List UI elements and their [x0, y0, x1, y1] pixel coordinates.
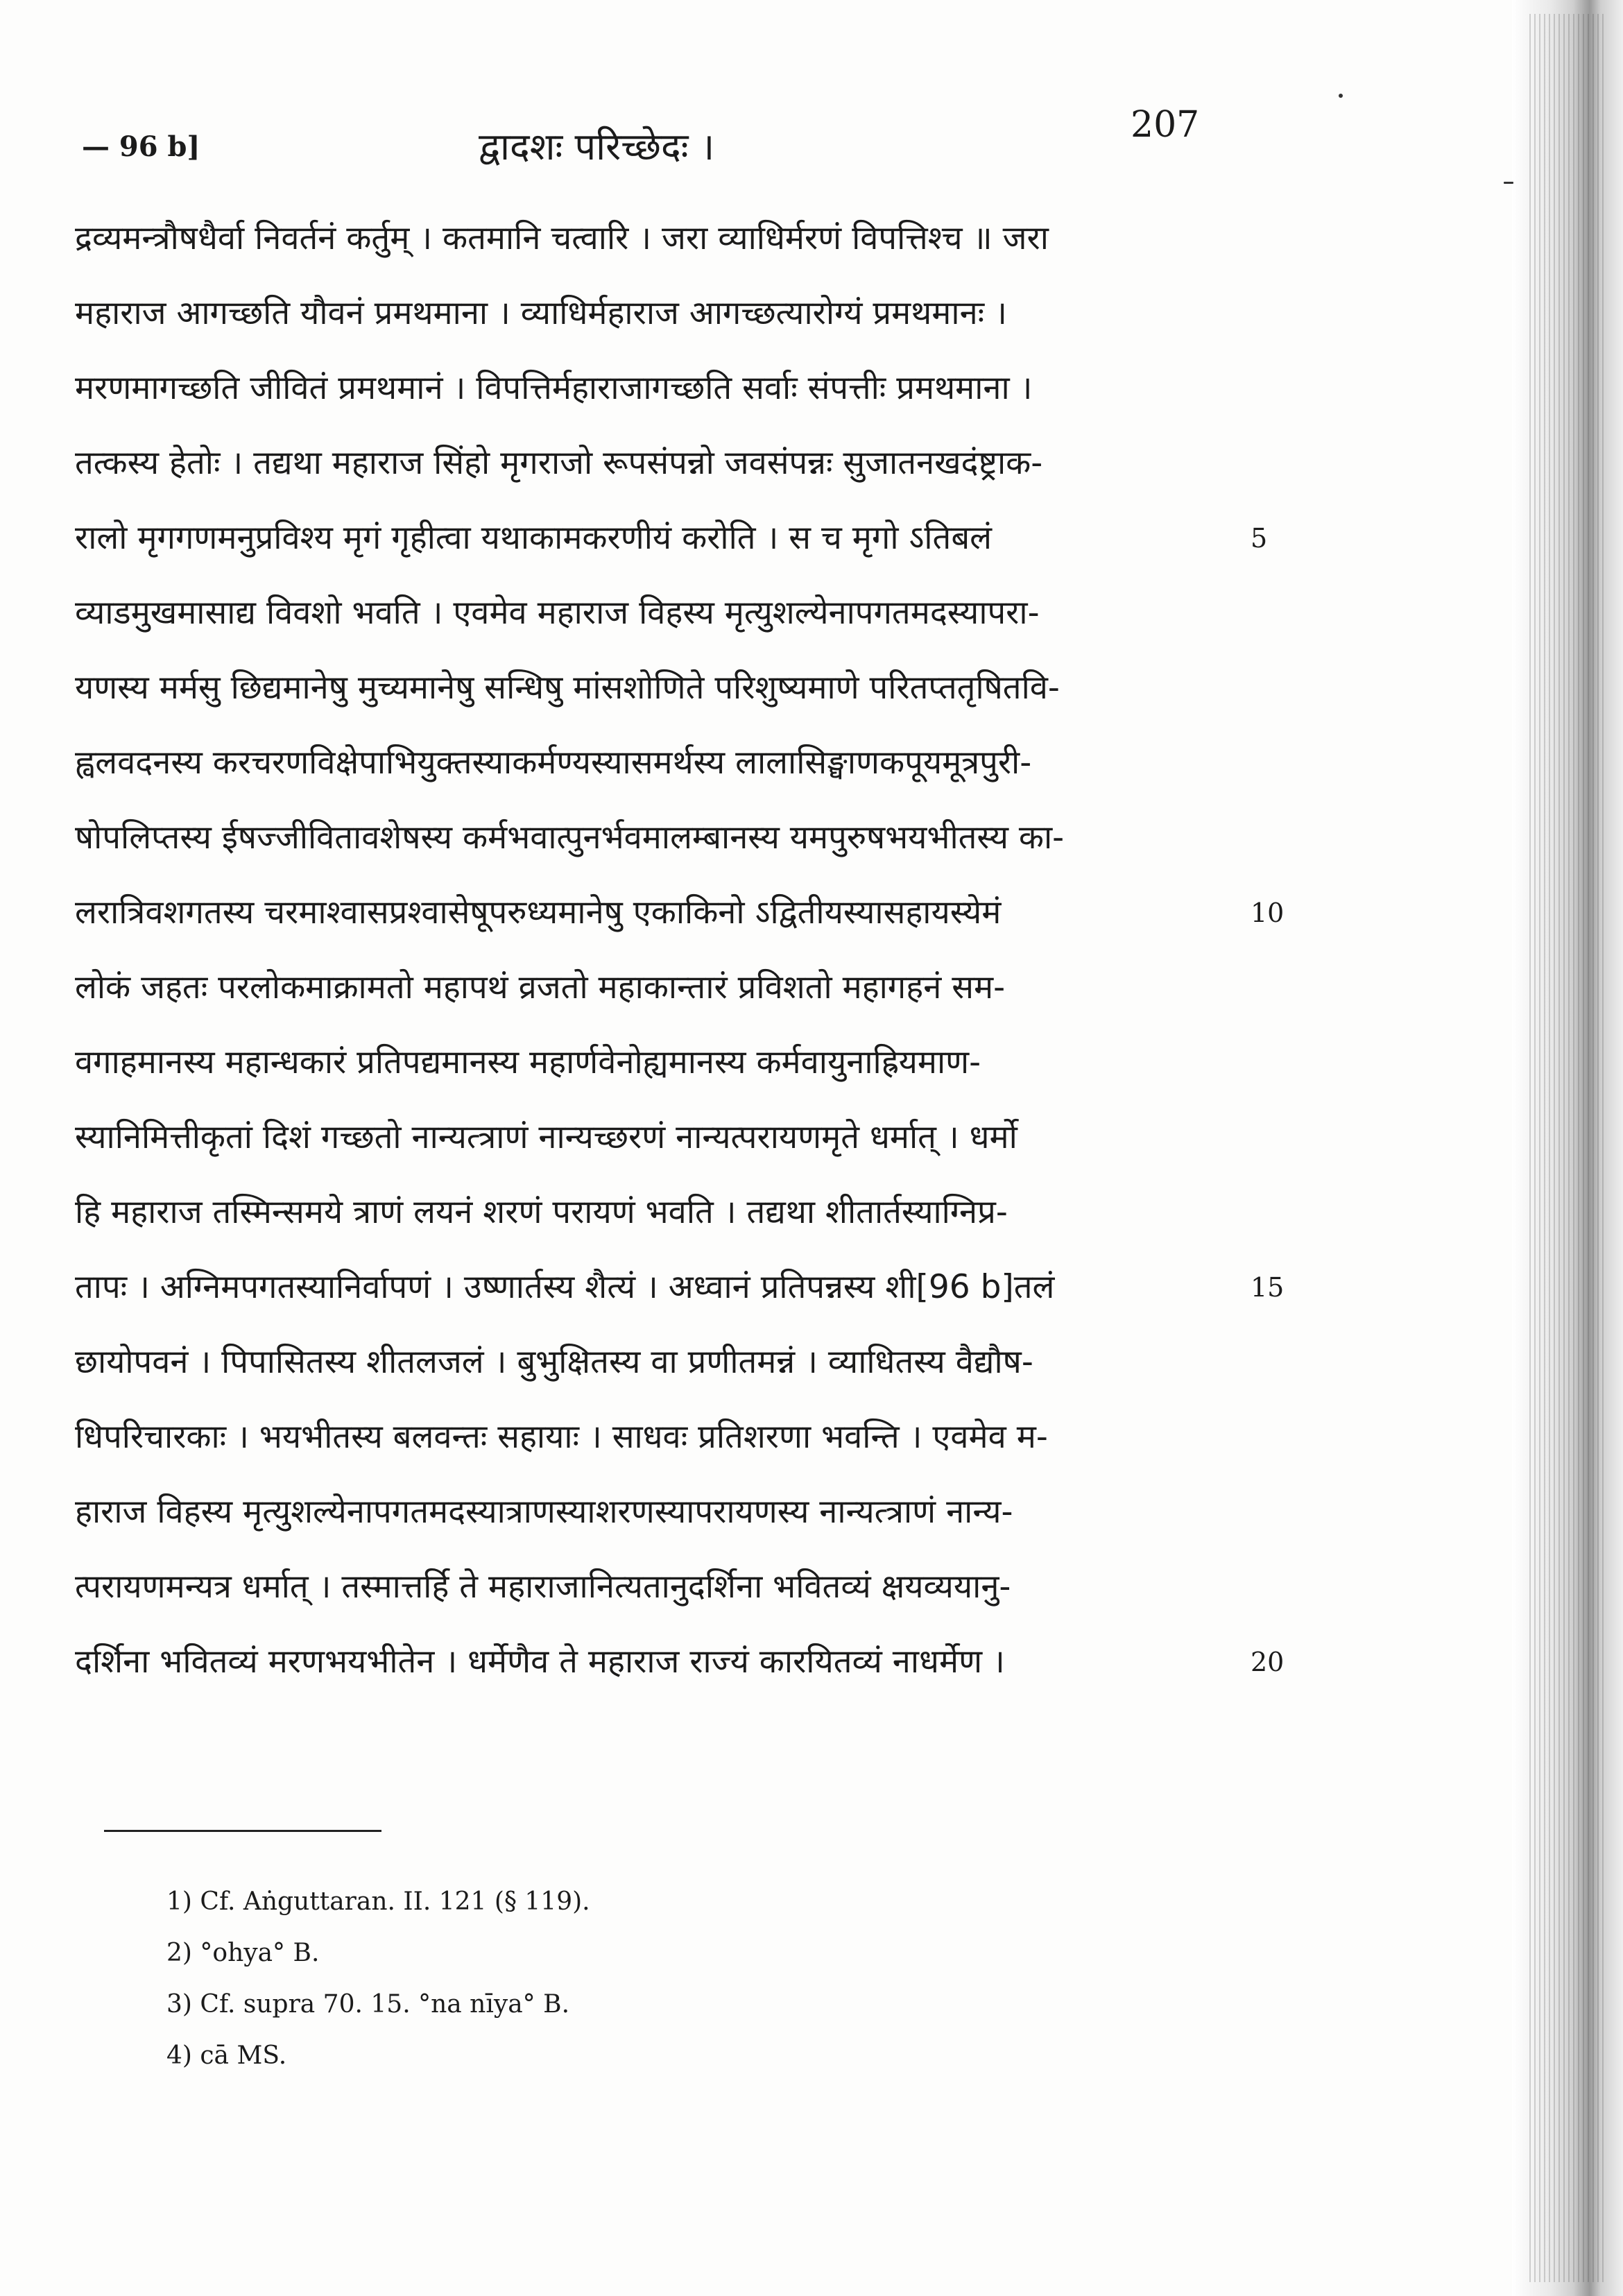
text-line	[75, 950, 1330, 1025]
line-text: षोपलिप्तस्य ईषज्जीवितावशेषस्य कर्मभवात्पुनर्भवमालम्बानस्य यमपुरुषभयभीतस्य का-	[75, 819, 1065, 857]
header-chapter-title: द्वादशः परिच्छेदः ।	[479, 125, 715, 169]
text-line	[75, 1025, 1330, 1100]
footnote-item: 4) cā MS.	[166, 2041, 287, 2070]
line-text: यणस्य मर्मसु छिद्यमानेषु मुच्यमानेषु सन्धिषु मांसशोणिते परिशुष्यमाणे परितप्ततृषितवि-	[75, 669, 1060, 707]
line-number: 5	[1251, 523, 1268, 554]
line-text: मरणमागच्छति जीवितं प्रमथमानं । विपत्तिर्महाराजागच्छति सर्वाः संपत्तीः प्रमथमाना ।	[75, 369, 1033, 407]
text-line	[75, 1550, 1330, 1625]
line-text: तत्कस्य हेतोः । तद्यथा महाराज सिंहो मृगराजो रूपसंपन्नो जवसंपन्नः सुजातनखदंष्ट्राक-	[75, 444, 1043, 482]
sanskrit-body-text	[75, 201, 1330, 1699]
line-text: वगाहमानस्य महान्धकारं प्रतिपद्यमानस्य महार्णवेनोह्यमानस्य कर्मवायुनाह्रियमाण-	[75, 1043, 981, 1081]
text-line	[75, 1325, 1330, 1400]
text-line	[75, 875, 1330, 950]
header-folio-reference: — 96 b]	[82, 130, 200, 163]
scan-edge-texture	[1529, 14, 1606, 2282]
text-line	[75, 1625, 1330, 1699]
text-line	[75, 276, 1330, 351]
line-text: हि महाराज तस्मिन्समये त्राणं लयनं शरणं परायणं भवति । तद्यथा शीतार्तस्याग्निप्र-	[75, 1193, 1008, 1231]
page-header	[0, 0, 1623, 180]
line-number: 15	[1251, 1272, 1285, 1303]
footnote-divider	[104, 1830, 381, 1832]
scan-speck	[1339, 94, 1343, 98]
line-text: रालो मृगगणमनुप्रविश्य मृगं गृहीत्वा यथाकामकरणीयं करोति । स च मृगो ऽतिबलं	[75, 519, 993, 557]
text-line	[75, 1100, 1330, 1175]
footnote-item: 2) °ohya° B.	[166, 1939, 320, 1967]
text-line	[75, 1175, 1330, 1250]
line-text: छायोपवनं । पिपासितस्य शीतलजलं । बुभुक्षितस्य वा प्रणीतमन्नं । व्याधितस्य वैद्यौष-	[75, 1343, 1033, 1381]
line-text: स्यानिमित्तीकृतां दिशं गच्छतो नान्यत्त्राणं नान्यच्छरणं नान्यत्परायणमृते धर्मात् । धर्मो	[75, 1118, 1017, 1156]
footnote-item: 3) Cf. supra 70. 15. °na nīya° B.	[166, 1990, 570, 2019]
text-line	[75, 1250, 1330, 1325]
text-line	[75, 576, 1330, 651]
line-text: द्रव्यमन्त्रौषधैर्वा निवर्तनं कर्तुम् । कतमानि चत्वारि । जरा व्याधिर्मरणं विपत्तिश्च ॥ जरा	[75, 219, 1049, 257]
line-text: व्याडमुखमासाद्य विवशो भवति । एवमेव महाराज विहस्य मृत्युशल्येनापगतमदस्यापरा-	[75, 594, 1040, 632]
header-page-number: 207	[1131, 104, 1200, 146]
line-text: हाराज विहस्य मृत्युशल्येनापगतमदस्यात्राणस्याशरणस्यापरायणस्य नान्यत्त्राणं नान्य-	[75, 1493, 1013, 1531]
text-line	[75, 1400, 1330, 1475]
footnotes	[166, 1876, 1137, 2082]
text-line	[75, 1475, 1330, 1550]
text-line	[75, 201, 1330, 276]
text-line	[75, 800, 1330, 875]
text-line	[75, 426, 1330, 501]
line-text: लोकं जहतः परलोकमाक्रामतो महापथं व्रजतो महाकान्तारं प्रविशतो महागहनं सम-	[75, 968, 1006, 1006]
line-text: ह्वलवदनस्य करचरणविक्षेपाभियुक्तस्याकर्मण्यस्यासमर्थस्य लालासिङ्घाणकपूयमूत्रपुरी-	[75, 744, 1032, 782]
line-text: त्परायणमन्यत्र धर्मात् । तस्मात्तर्हि ते महाराजानित्यतानुदर्शिना भवितव्यं क्षयव्ययानु-	[75, 1568, 1011, 1606]
text-line	[75, 726, 1330, 800]
line-text: धिपरिचारकाः । भयभीतस्य बलवन्तः सहायाः । साधवः प्रतिशरणा भवन्ति । एवमेव म-	[75, 1418, 1048, 1456]
line-text: तापः । अग्निमपगतस्यानिर्वापणं । उष्णार्तस्य शैत्यं । अध्वानं प्रतिपन्नस्य शी[96 b]तलं	[75, 1268, 1055, 1306]
footnote-item: 1) Cf. Aṅguttaran. II. 121 (§ 119).	[166, 1887, 590, 1916]
text-line	[75, 651, 1330, 726]
line-text: महाराज आगच्छति यौवनं प्रमथमाना । व्याधिर्महाराज आगच्छत्यारोग्यं प्रमथमानः ।	[75, 294, 1007, 332]
line-number: 10	[1251, 898, 1285, 928]
text-line	[75, 351, 1330, 426]
line-text: लरात्रिवशगतस्य चरमाश्वासप्रश्वासेषूपरुध्यमानेषु एकाकिनो ऽद्वितीयस्यासहायस्येमं	[75, 893, 1002, 932]
line-text: दर्शिना भवितव्यं मरणभयभीतेन । धर्मेणैव ते महाराज राज्यं कारयितव्यं नाधर्मेण ।	[75, 1643, 1005, 1681]
text-line	[75, 501, 1330, 576]
scan-speck	[1504, 182, 1513, 184]
line-number: 20	[1251, 1647, 1285, 1677]
